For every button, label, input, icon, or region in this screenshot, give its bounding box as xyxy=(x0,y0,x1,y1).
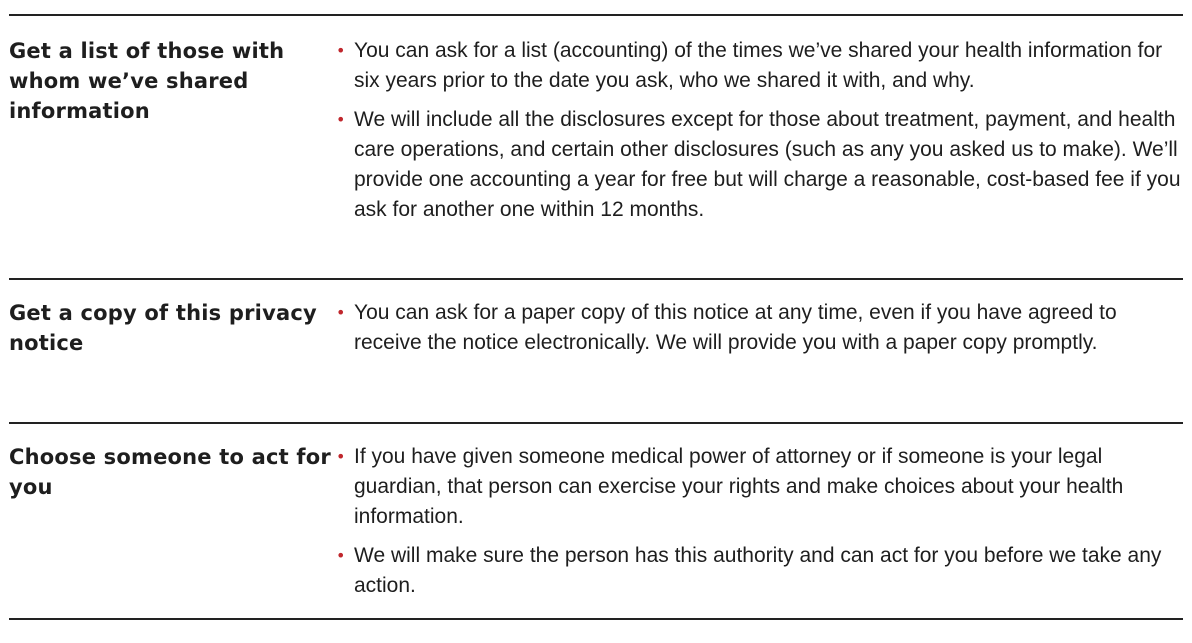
bullet-icon: • xyxy=(336,110,346,129)
row-heading: Get a list of those with whom we’ve shared information xyxy=(9,39,285,123)
bullet-text: If you have given someone medical power of attorney or if someone is your legal guardian, that person can exercise your rights and make choices about your health information. xyxy=(354,445,1124,528)
bullet-text: You can ask for a paper copy of this notice at any time, even if you have agreed to receive the notice electronically. We will provide you with a paper copy promptly. xyxy=(354,301,1117,354)
list-item xyxy=(334,36,1183,96)
list-item xyxy=(334,298,1183,358)
list-item xyxy=(334,442,1183,532)
row-heading: Choose someone to act for you xyxy=(9,445,331,499)
rights-row-notice-copy xyxy=(9,280,1183,422)
list-item xyxy=(334,541,1183,601)
bullet-icon: • xyxy=(336,41,346,60)
rights-row-accounting xyxy=(9,16,1183,278)
row-body xyxy=(334,298,1183,358)
divider-bottom xyxy=(9,618,1183,620)
rights-table xyxy=(9,14,1183,620)
bullet-icon: • xyxy=(336,303,346,322)
bullet-text: You can ask for a list (accounting) of the times we’ve shared your health information for six years prior to the date you ask, who we shared it with, and why. xyxy=(354,39,1163,92)
bullet-icon: • xyxy=(336,447,346,466)
bullet-text: We will include all the disclosures except for those about treatment, payment, and health care operations, and certain other disclosures (such as any you asked us to make). We’ll provide one accounting a year for free but will charge a reasonable, cost-based fee if you ask for another one within 12 months. xyxy=(354,108,1181,221)
list-item xyxy=(334,105,1183,225)
bullet-text: We will make sure the person has this authority and can act for you before we take any action. xyxy=(354,544,1162,597)
row-body xyxy=(334,36,1183,225)
row-heading: Get a copy of this privacy notice xyxy=(9,301,317,355)
bullet-icon: • xyxy=(336,546,346,565)
rights-row-representative xyxy=(9,424,1183,618)
row-body xyxy=(334,442,1183,601)
